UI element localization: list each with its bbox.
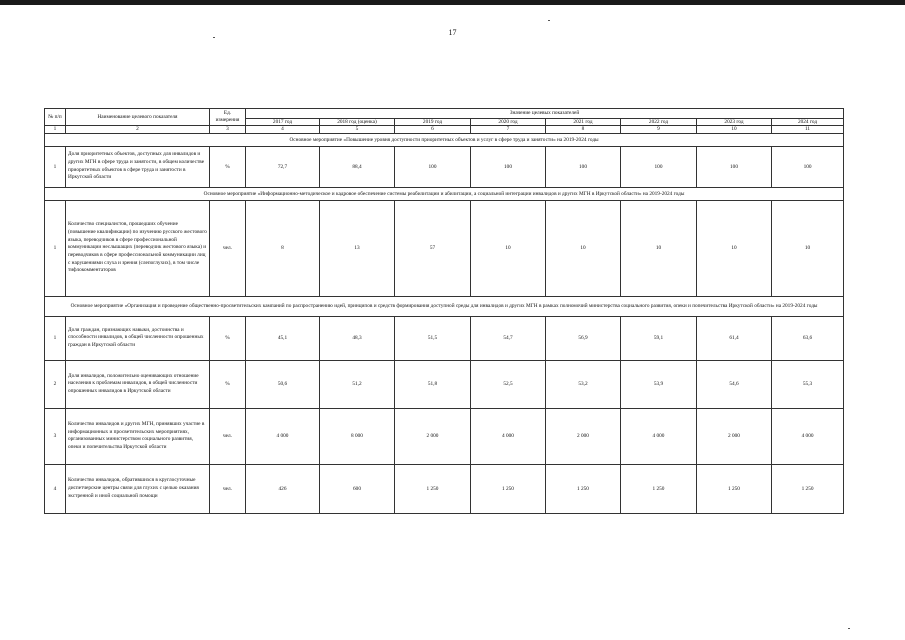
indicator-name: Количество инвалидов, обратившихся в круглосуточные диспетчерские центры связи для глухих с целью оказания экстренной и иной социальной помощи [66, 464, 210, 513]
indicator-value: 10 [772, 200, 844, 296]
header-col-unit: Ед. измерения [210, 109, 246, 126]
indicator-name: Доля граждан, признающих навыки, достоинства и способности инвалидов, в общей численности опрошенных граждан в Иркутской области [66, 316, 210, 360]
indicator-value: 88,4 [320, 146, 395, 187]
unit-of-measure: чел. [210, 200, 246, 296]
table-row [45, 316, 844, 360]
header-year-1: 2017 год [246, 119, 320, 126]
row-number: 1 [45, 146, 66, 187]
target-indicators-table [44, 108, 844, 514]
indicator-value: 4 000 [772, 408, 844, 464]
header-column-number: 7 [471, 126, 546, 133]
indicator-name: Количество инвалидов и других МГН, принявших участие в информационных и просветительских мероприятиях, организованных министерством социального развития, опеки и попечительства Иркутской области [66, 408, 210, 464]
indicator-value: 2 000 [546, 408, 621, 464]
scan-speck [848, 628, 850, 629]
indicator-value: 63,6 [772, 316, 844, 360]
header-column-number: 2 [66, 126, 210, 133]
indicator-value: 54,6 [697, 360, 772, 408]
indicator-value: 10 [471, 200, 546, 296]
section-title: Основное мероприятие «Информационно-методическое и кадровое обеспечение системы реабилитации и абилитации, а социальной интеграции инвалидов и других МГН в Иркутской области» на 2019-2024 годы [45, 187, 844, 200]
row-number: 1 [45, 316, 66, 360]
unit-of-measure: % [210, 316, 246, 360]
header-column-number: 4 [246, 126, 320, 133]
indicator-value: 1 250 [697, 464, 772, 513]
indicator-value: 100 [772, 146, 844, 187]
row-number: 3 [45, 408, 66, 464]
table-row [45, 408, 844, 464]
indicator-value: 10 [697, 200, 772, 296]
indicator-name: Количество специалистов, прошедших обучение (повышение квалификации) по изучению русского жестового языка, переводчиков в сфере профессиональной коммуникации неслышащих (переводчик жестового языка) и переводчиков в сфере профессиональной коммуникации лиц с нарушениями слуха и зрения (слепоглухих), в том числе тифлокомментаторов [66, 200, 210, 296]
indicator-value: 1 250 [546, 464, 621, 513]
indicator-value: 4 000 [471, 408, 546, 464]
indicator-value: 45,1 [246, 316, 320, 360]
indicator-value: 1 250 [621, 464, 697, 513]
header-column-number: 6 [395, 126, 471, 133]
indicator-value: 8 [246, 200, 320, 296]
scan-speck [548, 20, 550, 21]
header-column-number: 8 [546, 126, 621, 133]
header-year-5: 2021 год [546, 119, 621, 126]
indicator-value: 100 [546, 146, 621, 187]
header-column-number: 3 [210, 126, 246, 133]
indicator-name: Доля инвалидов, положительно оценивающих отношение населения к проблемам инвалидов, в общей численности опрошенных инвалидов в Иркутской области [66, 360, 210, 408]
header-year-6: 2022 год [621, 119, 697, 126]
unit-of-measure: чел. [210, 408, 246, 464]
indicator-value: 51,2 [320, 360, 395, 408]
indicator-value: 53,9 [621, 360, 697, 408]
header-year-2: 2018 год (оценка) [320, 119, 395, 126]
indicator-value: 8 000 [320, 408, 395, 464]
indicator-value: 1 250 [471, 464, 546, 513]
header-column-numbers-row [45, 126, 844, 133]
header-col-num: № п/п [45, 109, 66, 126]
section-row [45, 296, 844, 316]
indicator-value: 100 [697, 146, 772, 187]
unit-of-measure: % [210, 146, 246, 187]
indicator-value: 600 [320, 464, 395, 513]
header-year-7: 2023 год [697, 119, 772, 126]
scan-speck [213, 37, 215, 38]
indicator-value: 10 [546, 200, 621, 296]
header-column-number: 10 [697, 126, 772, 133]
row-number: 1 [45, 200, 66, 296]
indicator-value: 13 [320, 200, 395, 296]
header-col-values: Значение целевых показателей [246, 109, 844, 119]
indicator-value: 2 000 [697, 408, 772, 464]
scan-top-edge [0, 0, 905, 5]
row-number: 4 [45, 464, 66, 513]
header-column-number: 5 [320, 126, 395, 133]
header-column-number: 9 [621, 126, 697, 133]
header-row-1 [45, 109, 844, 119]
header-col-name: Наименование целевого показателя [66, 109, 210, 126]
indicator-value: 59,1 [621, 316, 697, 360]
header-year-4: 2020 год [471, 119, 546, 126]
indicator-value: 53,2 [546, 360, 621, 408]
indicator-value: 2 000 [395, 408, 471, 464]
indicator-value: 1 250 [772, 464, 844, 513]
indicator-value: 51,8 [395, 360, 471, 408]
table-row [45, 200, 844, 296]
section-title: Основное мероприятие «Организация и проведение общественно-просветительских кампаний по распространению идей, принципов и средств формирования доступной среды для инвалидов и других МГН в рамках полномочий министерства социального развития, опеки и попечительства Иркутской области» на 2019-2024 годы [45, 296, 844, 316]
header-year-8: 2024 год [772, 119, 844, 126]
section-row [45, 133, 844, 146]
section-title: Основное мероприятие «Повышение уровня доступности приоритетных объектов и услуг в сфере труда и занятости» на 2019-2024 годы [45, 133, 844, 146]
indicator-value: 50,6 [246, 360, 320, 408]
header-column-number: 1 [45, 126, 66, 133]
indicator-value: 100 [395, 146, 471, 187]
indicator-name: Доля приоритетных объектов, доступных для инвалидов и других МГН в сфере труда и занятости, в общем количестве приоритетных объектов в сфере труда и занятости в Иркутской области [66, 146, 210, 187]
indicator-value: 426 [246, 464, 320, 513]
indicator-value: 4 000 [246, 408, 320, 464]
unit-of-measure: % [210, 360, 246, 408]
table-row [45, 464, 844, 513]
indicator-value: 100 [621, 146, 697, 187]
header-year-3: 2019 год [395, 119, 471, 126]
indicator-value: 72,7 [246, 146, 320, 187]
indicator-value: 100 [471, 146, 546, 187]
unit-of-measure: чел. [210, 464, 246, 513]
indicator-value: 54,7 [471, 316, 546, 360]
indicator-value: 48,3 [320, 316, 395, 360]
indicator-value: 61,4 [697, 316, 772, 360]
page-number: 17 [448, 28, 457, 37]
indicator-value: 1 250 [395, 464, 471, 513]
indicator-value: 57 [395, 200, 471, 296]
indicator-value: 55,3 [772, 360, 844, 408]
indicator-value: 4 000 [621, 408, 697, 464]
indicator-value: 10 [621, 200, 697, 296]
row-number: 2 [45, 360, 66, 408]
indicator-value: 56,9 [546, 316, 621, 360]
table-row [45, 360, 844, 408]
indicator-value: 52,5 [471, 360, 546, 408]
section-row [45, 187, 844, 200]
header-column-number: 11 [772, 126, 844, 133]
table-row [45, 146, 844, 187]
indicator-value: 51,5 [395, 316, 471, 360]
